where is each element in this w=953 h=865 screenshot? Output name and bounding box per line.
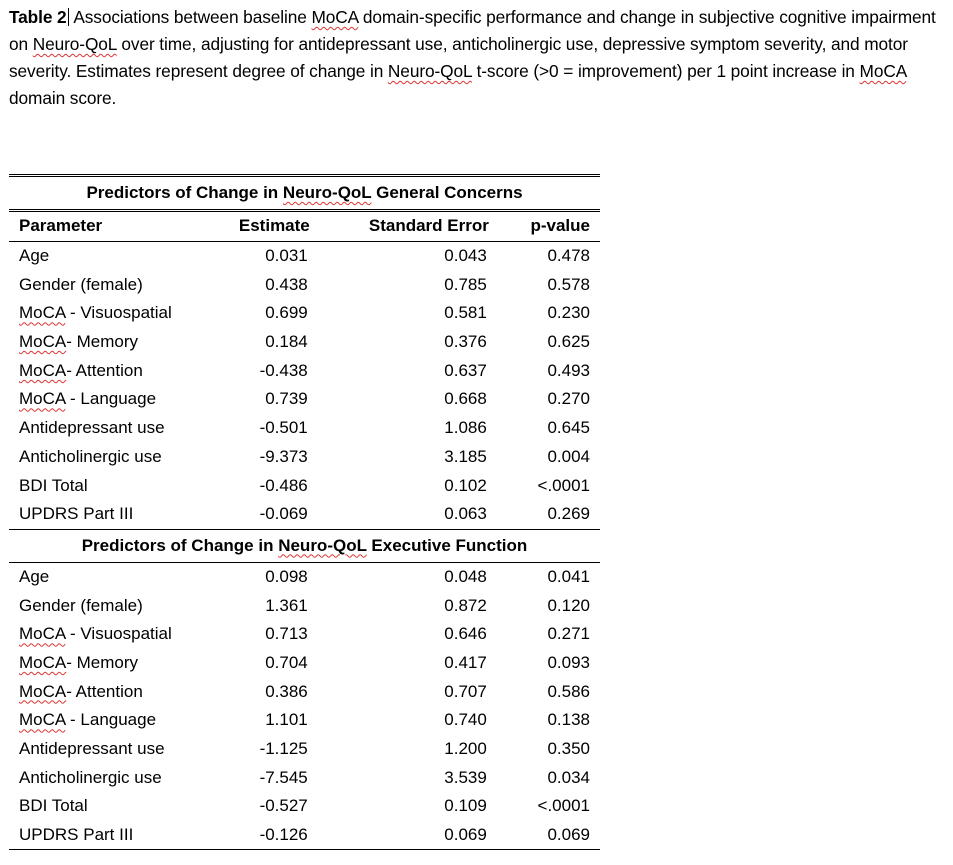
standard-error-cell: 0.872 xyxy=(444,595,487,615)
standard-error-cell: 0.069 xyxy=(320,821,499,850)
p-value-cell: 0.138 xyxy=(547,710,590,730)
p-value-cell: 0.271 xyxy=(547,624,590,644)
spellcheck-word[interactable]: MoCA xyxy=(19,681,67,701)
table-caption xyxy=(9,4,944,112)
parameter-cell: Antidepressant use xyxy=(19,418,165,438)
p-value-cell: 0.493 xyxy=(547,360,590,380)
p-value-cell: 0.034 xyxy=(547,767,590,787)
caption-label: Table 2 xyxy=(9,7,67,27)
p-value-cell: 0.350 xyxy=(547,739,590,759)
section-title-suffix: General Concerns xyxy=(371,183,523,202)
standard-error-cell: 0.048 xyxy=(444,566,487,586)
parameter-rest: - Attention xyxy=(66,681,143,701)
standard-error-cell: 0.376 xyxy=(444,332,487,352)
standard-error-cell: 0.102 xyxy=(444,475,487,495)
p-value-cell: 0.004 xyxy=(547,446,590,466)
standard-error-cell: 0.707 xyxy=(444,681,487,701)
spellcheck-word[interactable]: Neuro-QoL xyxy=(387,61,472,81)
parameter-cell: Gender (female) xyxy=(19,274,143,294)
estimate-cell: -1.125 xyxy=(259,739,308,759)
parameter-cell: BDI Total xyxy=(19,796,88,816)
column-header-row xyxy=(9,211,600,242)
standard-error-cell: 0.668 xyxy=(444,389,487,409)
parameter-rest: - Memory xyxy=(66,652,139,672)
caption-text-1: Associations between baseline xyxy=(69,7,312,27)
spellcheck-word[interactable]: MoCA xyxy=(859,61,907,81)
estimate-cell: -0.438 xyxy=(259,360,308,380)
section-title-prefix: Predictors of Change in xyxy=(86,183,283,202)
estimate-cell: 0.031 xyxy=(265,246,308,266)
parameter-rest: - Language xyxy=(65,389,157,409)
parameter-rest: - Visuospatial xyxy=(65,624,172,644)
parameter-cell: Anticholinergic use xyxy=(19,446,162,466)
p-value-cell: 0.578 xyxy=(547,274,590,294)
p-value-cell: 0.093 xyxy=(547,652,590,672)
p-value-cell: 0.041 xyxy=(547,566,590,586)
spellcheck-word[interactable]: MoCA xyxy=(19,360,67,380)
parameter-cell xyxy=(9,706,209,735)
table-row xyxy=(9,562,600,591)
parameter-cell: Age xyxy=(19,246,50,266)
p-value-cell: 0.269 xyxy=(547,504,590,524)
table-row xyxy=(9,414,600,443)
table-row xyxy=(9,763,600,792)
standard-error-cell: 0.646 xyxy=(444,624,487,644)
parameter-cell xyxy=(9,620,209,649)
column-header-estimate: Estimate xyxy=(209,211,320,242)
caption-text-2: domain-specific performance and change in subjective cognitive impairment on xyxy=(9,7,936,54)
table-row xyxy=(9,356,600,385)
standard-error-cell: 3.185 xyxy=(444,446,487,466)
spellcheck-word[interactable]: MoCA xyxy=(19,652,67,672)
parameter-rest: - Language xyxy=(65,710,157,730)
parameter-rest: - Memory xyxy=(66,332,139,352)
table-row xyxy=(9,649,600,678)
spellcheck-word[interactable]: Neuro-QoL xyxy=(282,183,372,202)
parameter-cell: Antidepressant use xyxy=(19,739,165,759)
standard-error-cell: 0.581 xyxy=(444,303,487,323)
p-value-cell: 0.270 xyxy=(547,389,590,409)
estimate-cell: -9.373 xyxy=(259,446,308,466)
table-row xyxy=(9,270,600,299)
p-value-cell: 0.069 xyxy=(499,821,600,850)
parameter-cell: Anticholinergic use xyxy=(19,767,162,787)
section-title-row xyxy=(9,529,600,562)
table-row xyxy=(9,328,600,357)
table-row xyxy=(9,500,600,529)
estimate-cell: 1.101 xyxy=(265,710,308,730)
parameter-cell: UPDRS Part III xyxy=(9,821,209,850)
estimate-cell: 0.713 xyxy=(265,624,308,644)
table-row xyxy=(9,443,600,472)
results-table xyxy=(9,174,600,850)
p-value-cell: 0.645 xyxy=(547,418,590,438)
estimate-cell: -0.126 xyxy=(209,821,320,850)
section-title-prefix: Predictors of Change in xyxy=(81,535,279,555)
estimate-cell: -0.527 xyxy=(259,796,308,816)
section-title xyxy=(9,529,600,562)
spellcheck-word[interactable]: Neuro-QoL xyxy=(32,34,117,54)
parameter-cell: Gender (female) xyxy=(19,595,143,615)
estimate-cell: -0.501 xyxy=(259,418,308,438)
p-value-cell: 0.230 xyxy=(547,303,590,323)
standard-error-cell: 0.043 xyxy=(444,246,487,266)
section-title xyxy=(9,176,600,211)
parameter-cell: UPDRS Part III xyxy=(19,504,134,524)
p-value-cell: <.0001 xyxy=(537,475,590,495)
column-header-standard-error: Standard Error xyxy=(320,211,499,242)
table-row xyxy=(9,706,600,735)
p-value-cell: 0.625 xyxy=(547,332,590,352)
estimate-cell: 0.386 xyxy=(265,681,308,701)
spellcheck-word[interactable]: MoCA xyxy=(19,389,66,409)
spellcheck-word[interactable]: Neuro-QoL xyxy=(278,535,367,555)
estimate-cell: 0.699 xyxy=(265,303,308,323)
standard-error-cell: 0.637 xyxy=(444,360,487,380)
estimate-cell: 0.184 xyxy=(265,332,308,352)
standard-error-cell: 0.063 xyxy=(444,504,487,524)
standard-error-cell: 0.785 xyxy=(444,274,487,294)
table-row xyxy=(9,620,600,649)
parameter-rest: - Attention xyxy=(66,360,143,380)
caption-text-3: over time, adjusting for antidepressant use, anticholinergic use, depressive symptom severity, and motor severity. Estimates represent degree of change in xyxy=(9,34,908,81)
table-row xyxy=(9,735,600,764)
standard-error-cell: 0.740 xyxy=(444,710,487,730)
parameter-cell xyxy=(9,356,209,385)
spellcheck-word[interactable]: MoCA xyxy=(19,624,66,644)
standard-error-cell: 1.200 xyxy=(444,739,487,759)
estimate-cell: -0.486 xyxy=(259,475,308,495)
spellcheck-word[interactable]: MoCA xyxy=(311,7,359,27)
parameter-cell: Age xyxy=(19,566,50,586)
table-row xyxy=(9,677,600,706)
estimate-cell: 0.438 xyxy=(265,274,308,294)
spellcheck-word[interactable]: MoCA xyxy=(19,303,66,323)
parameter-cell: BDI Total xyxy=(19,475,88,495)
p-value-cell: 0.478 xyxy=(547,246,590,266)
estimate-cell: -7.545 xyxy=(259,767,308,787)
standard-error-cell: 0.417 xyxy=(444,652,487,672)
parameter-cell xyxy=(9,328,209,357)
parameter-rest: - Visuospatial xyxy=(65,303,172,323)
table-row xyxy=(9,792,600,821)
section-title-row xyxy=(9,176,600,211)
spellcheck-word[interactable]: MoCA xyxy=(19,332,67,352)
estimate-cell: -0.069 xyxy=(259,504,308,524)
parameter-cell xyxy=(9,385,209,414)
p-value-cell: 0.120 xyxy=(547,595,590,615)
column-header-p-value: p-value xyxy=(499,211,600,242)
p-value-cell: 0.586 xyxy=(547,681,590,701)
parameter-cell xyxy=(9,677,209,706)
table-row xyxy=(9,241,600,270)
section-title-suffix: Executive Function xyxy=(366,535,528,555)
estimate-cell: 0.739 xyxy=(265,389,308,409)
estimate-cell: 0.704 xyxy=(265,652,308,672)
results-table-body xyxy=(9,176,600,850)
parameter-cell xyxy=(9,299,209,328)
caption-text-4: t-score (>0 = improvement) per 1 point increase in xyxy=(471,61,860,81)
standard-error-cell: 1.086 xyxy=(444,418,487,438)
p-value-cell: <.0001 xyxy=(537,796,590,816)
standard-error-cell: 3.539 xyxy=(444,767,487,787)
standard-error-cell: 0.109 xyxy=(444,796,487,816)
table-row xyxy=(9,821,600,850)
column-header-parameter: Parameter xyxy=(9,211,209,242)
table-row xyxy=(9,591,600,620)
parameter-cell xyxy=(9,649,209,678)
spellcheck-word[interactable]: MoCA xyxy=(19,710,66,730)
estimate-cell: 0.098 xyxy=(265,566,308,586)
text-cursor xyxy=(68,8,69,26)
results-table-container xyxy=(9,174,600,850)
table-row xyxy=(9,385,600,414)
table-row xyxy=(9,299,600,328)
table-row xyxy=(9,471,600,500)
caption-text-5: domain score. xyxy=(9,88,117,108)
estimate-cell: 1.361 xyxy=(265,595,308,615)
